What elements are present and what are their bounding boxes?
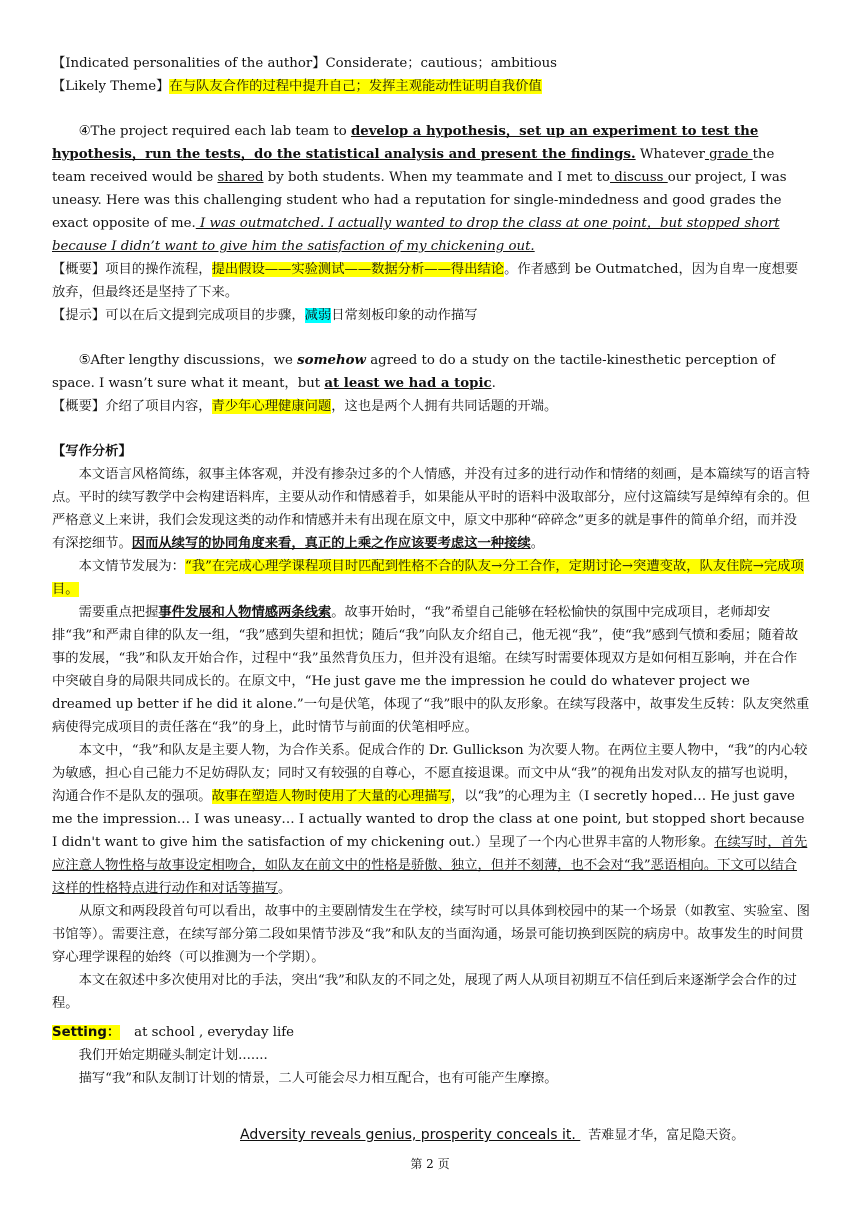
para5-text: agreed to do a study on the tactile-kinesthetic perception of space. I wasn’t sure what it meant，but [52, 353, 776, 391]
analysis-emphasis: 因而从续写的协同角度来看，真正的上乘之作应该要考虑这一种接续 [131, 536, 531, 551]
tip-4 [52, 304, 810, 327]
quote-chinese: 苦难显才华，富足隐天资。 [588, 1128, 745, 1143]
analysis-paragraph-4 [52, 739, 810, 900]
para4-grade: grade [704, 147, 753, 162]
analysis-text: ，以“我”的心理为主（I secretly hoped… He just gave me the impression… I was uneasy… I actually wanted to drop the class at one point, but stopped short because I didn't want to give him the satisfaction of my chickening out.）呈现了一个内心世界丰富的人物形象。 [52, 789, 805, 850]
setting-value: at school , everyday life [134, 1025, 295, 1040]
analysis-text: 。故事开始时，“我”希望自己能够在轻松愉快的氛围中完成项目，老师却安排“我”和严肃自律的队友一组，“我”感到失望和担忧；随后“我”向队友介绍自己，他无视“我”，使“我”感到气愤和委屈；随着故事的发展，“我”和队友开始合作，过程中“我”虽然背负压力，但并没有退缩。在续写时需要体现双方是如何相互影响，并在合作中突破自身的局限共同成长的。在原文中，“He just gave me the impression he could do whatever project we dreamed up better if he did it alone.”一句是伏笔，体现了“我”眼中的队友形象。在续写段落中，故事发生反转：队友突然重病使得完成项目的责任落在“我”的身上，此时情节与前面的伏笔相呼应。 [52, 605, 810, 735]
para4-steps: develop a hypothesis，set up an experiment to test the hypothesis，run the tests，do the statistical analysis and present the findings. [52, 124, 759, 162]
summary-5 [52, 395, 810, 418]
para4-text: our project, I was uneasy. Here was this challenging student who had a reputation for single-mindedness and good grades the exact opposite of me. [52, 170, 787, 231]
para4-outmatched: I was outmatched. I actually wanted to drop the class at one point，but stopped short because I didn’t want to give him the satisfaction of my chickening out. [52, 216, 780, 254]
summary-text: ，这也是两个人拥有共同话题的开端。 [331, 399, 558, 414]
theme-label: 【Likely Theme】 [52, 79, 170, 94]
analysis-paragraph-3 [52, 601, 810, 739]
para4-discuss: discuss [610, 170, 668, 185]
analysis-text: 。 [278, 881, 292, 896]
summary-4 [52, 258, 810, 304]
para4-shared: shared [217, 170, 264, 185]
analysis-text: 本文情节发展为： [78, 559, 185, 574]
analysis-paragraph-6: 本文在叙述中多次使用对比的手法，突出“我”和队友的不同之处，展现了两人从项目初期互不信任到后来逐渐学会合作的过程。 [52, 973, 797, 1011]
setting-label: Setting： [52, 1025, 121, 1040]
paragraph-5 [52, 349, 810, 395]
personalities-label: 【Indicated personalities of the author】 [52, 56, 326, 71]
analysis-highlight: 故事在塑造人物时使用了大量的心理描写 [211, 789, 451, 804]
para5-text: ⑤After lengthy discussions，we [78, 353, 298, 368]
closing-quote [240, 1124, 744, 1143]
analysis-paragraph-5: 从原文和两段段首句可以看出，故事中的主要剧情发生在学校，续写时可以具体到校园中的某一个场景（如教室、实验室、图书馆等）。需要注意，在续写部分第二段如果情节涉及“我”和队友的当面沟通，场景可能切换到医院的病房中。故事发生的时间贯穿心理学课程的始终（可以推测为一个学期）。 [52, 904, 810, 965]
tip-highlight: 减弱 [304, 308, 332, 323]
analysis-paragraph-1 [52, 463, 810, 555]
summary-highlight: 提出假设——实验测试——数据分析——得出结论 [211, 262, 505, 277]
summary-text: 介绍了项目内容， [105, 399, 212, 414]
analysis-underline: 在续写时，首先应注意人物性格与故事设定相吻合，如队友在前文中的性格是骄傲、独立，但并不刻薄，也不会对“我”恶语相向。下文可以结合这样的性格特点进行动作和对话等描写 [52, 835, 808, 896]
summary-highlight: 青少年心理健康问题 [211, 399, 332, 414]
plot-highlight: “我”在完成心理学课程项目时匹配到性格不合的队友→分工合作，定期讨论→突遭变故，队友住院→完成项目。 [52, 559, 804, 597]
tip-label: 【提示】 [52, 308, 106, 323]
theme-line [52, 75, 810, 98]
quote-english: Adversity reveals genius, prosperity conceals it. [240, 1127, 581, 1143]
summary-text: 。作者感到 be Outmatched，因为自卑一度想要放弃，但最终还是坚持了下来。 [52, 262, 799, 300]
personalities-line [52, 52, 810, 75]
summary-label: 【概要】 [52, 399, 106, 414]
summary-text: 项目的操作流程， [105, 262, 212, 277]
paragraph-4 [52, 120, 810, 258]
setting-line [52, 1021, 810, 1044]
page-number: 第 2 页 [410, 1157, 450, 1171]
analysis-text: 需要重点把握 [78, 605, 159, 620]
analysis-emphasis: 事件发展和人物情感两条线索 [158, 605, 332, 620]
para4-text: Whatever [635, 147, 705, 162]
analysis-text: 本文中，“我”和队友是主要人物，为合作关系。促成合作的 Dr. Gullickson 为次要人物。在两位主要人物中，“我”的内心较为敏感，担心自己能力不足妨碍队友；同时又有较强的自尊心，不愿直接退课。而文中从“我”的视角出发对队友的描写也说明，沟通合作不是队友的强项。 [52, 743, 808, 804]
para4-text: ④The project required each lab team to [78, 124, 351, 139]
setting-description-line: 描写“我”和队友制订计划的情景，二人可能会尽力相互配合，也有可能产生摩擦。 [78, 1071, 558, 1086]
para5-text: . [491, 376, 496, 391]
personalities-value: Considerate；cautious；ambitious [325, 56, 558, 71]
para4-text: the team received would be [52, 147, 775, 185]
analysis-text: 本文语言风格简练，叙事主体客观，并没有掺杂过多的个人情感，并没有过多的进行动作和情绪的刻画，是本篇续写的语言特点。平时的续写教学中会构建语料库，主要从动作和情感着手，如果能从平时的语料中汲取部分，应付这篇续写是绰绰有余的。但严格意义上来讲，我们会发现这类的动作和情感并未有出现在原文中，原文中那种“碎碎念”更多的就是事件的简单介绍，而并没有深挖细节。 [52, 467, 810, 551]
setting-plan-line: 我们开始定期碰头制定计划....... [78, 1048, 268, 1063]
theme-value: 在与队友合作的过程中提升自己；发挥主观能动性证明自我价值 [169, 79, 542, 94]
tip-text: 可以在后文提到完成项目的步骤， [105, 308, 305, 323]
analysis-paragraph-2 [52, 555, 810, 601]
analysis-text: 。 [530, 536, 544, 551]
analysis-heading: 【写作分析】 [52, 444, 132, 459]
document-page [52, 52, 810, 1090]
tip-text: 日常刻板印象的动作描写 [331, 308, 478, 323]
summary-label: 【概要】 [52, 262, 106, 277]
para4-text: by both students. When my teammate and I met to [263, 170, 611, 185]
para5-topic: at least we had a topic [324, 376, 492, 391]
para5-somehow: somehow [297, 353, 366, 368]
